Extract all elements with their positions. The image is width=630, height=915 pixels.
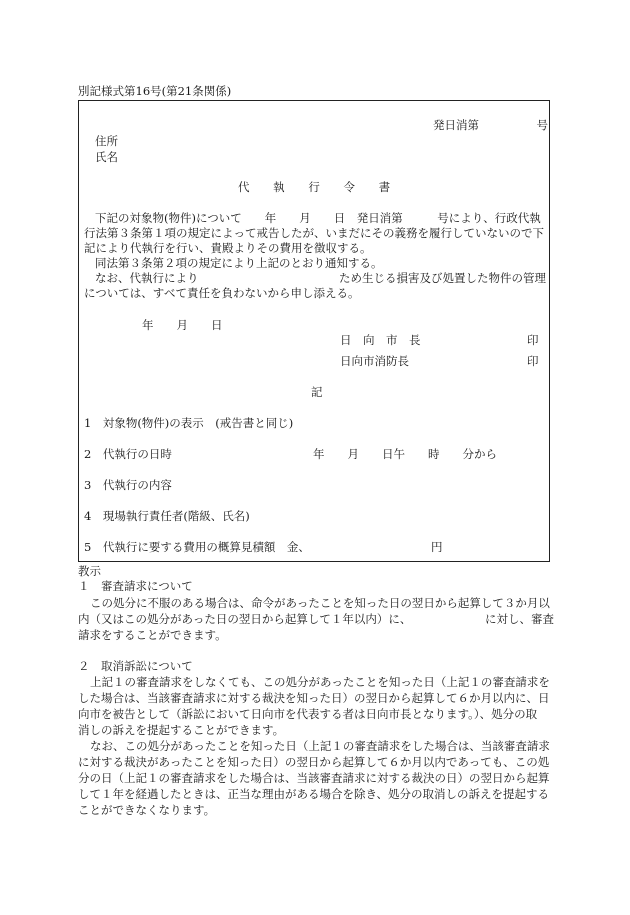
item-4: 4 現場執行責任者(階級、氏名)	[84, 509, 250, 523]
title-char: 令	[343, 180, 355, 194]
body-line: ため生じる損害及び処置した物件の管理	[339, 271, 546, 285]
notice-line: 分の日（上記１の審査請求をした場合は、当該審査請求に対する裁決の日）の翌日から起算	[78, 771, 550, 785]
issue-number: 発日消第 号	[433, 118, 548, 132]
notice-line: 上記１の審査請求をしなくても、この処分があったことを知った日（上記１の審査請求を	[90, 675, 550, 689]
item-5-yen: 円	[431, 540, 443, 554]
form-label: 別記様式第16号(第21条関係)	[78, 84, 232, 98]
notice-line: なお、この処分があったことを知った日（上記１の審査請求をした場合は、当該審査請求	[90, 739, 550, 753]
notice-line: ことができなくなります。	[78, 803, 216, 817]
notice-line: に対する裁決があったことを知った日）の翌日から起算して６か月以内であっても、この処	[78, 755, 550, 769]
body-line: なお、代執行により	[95, 271, 199, 285]
body-line: 下記の対象物(物件)について 年 月 日 発日消第 号により、行政代執	[95, 211, 541, 225]
issuer-fire-chief: 日向市消防長	[340, 354, 409, 368]
item-1: 1 対象物(物件)の表示 (戒告書と同じ)	[84, 416, 294, 430]
item-2-label: 2 代執行の日時	[84, 447, 172, 461]
notice-line: 消しの訴えを提起することができます。	[78, 723, 285, 737]
section-1-title: １ 審査請求について	[78, 579, 193, 593]
notice-line: して１年を経過したときは、正当な理由がある場合を除き、処分の取消しの訴えを提起する	[78, 787, 550, 801]
section-2-title: ２ 取消訴訟について	[78, 659, 193, 673]
notice-line: 請求をすることができます。	[78, 628, 227, 642]
seal-mark: 印	[527, 354, 539, 368]
title-char: 代	[238, 180, 250, 194]
title-char: 執	[273, 180, 285, 194]
notice-line: 内（又はこの処分があった日の翌日から起算して１年以内）に、	[78, 612, 412, 626]
item-2-datetime: 年 月 日午 時 分から	[313, 447, 497, 461]
notice-line: この処分に不服のある場合は、命令があったことを知った日の翌日から起算して３か月以	[90, 596, 550, 610]
title-char: 行	[308, 180, 320, 194]
body-line: 行法第３条第１項の規定によって戒告したが、いまだにその義務を履行していないので下	[84, 226, 544, 240]
body-line: 記により代執行を行い、貴殿よりその費用を徴収する。	[84, 241, 372, 255]
name-label: 氏名	[95, 150, 118, 164]
notice-line: した場合は、当該審査請求に対する裁決を知った日）の翌日から起算して６か月以内に、日	[78, 691, 550, 705]
title-char: 書	[378, 180, 391, 194]
notice-line: 向市を被告として（訴訟において日向市を代表する者は日向市長となります。）、処分の取	[78, 707, 538, 721]
address-label: 住所	[95, 134, 118, 148]
notice-line: に対し、審査	[485, 612, 554, 626]
item-3: 3 代執行の内容	[84, 478, 172, 492]
date-line: 年 月 日	[142, 318, 223, 332]
ki-heading: 記	[311, 385, 323, 399]
body-line: 同法第３条第２項の規定により上記のとおり通知する。	[95, 256, 383, 270]
document-title	[238, 180, 390, 194]
issuer-mayor: 日 向 市 長	[340, 333, 421, 347]
item-5-label: 5 代執行に要する費用の概算見積額 金、	[84, 540, 310, 554]
notice-heading: 教示	[78, 564, 101, 578]
seal-mark: 印	[527, 333, 539, 347]
body-line: については、すべて責任を負わないから申し添える。	[84, 286, 360, 300]
